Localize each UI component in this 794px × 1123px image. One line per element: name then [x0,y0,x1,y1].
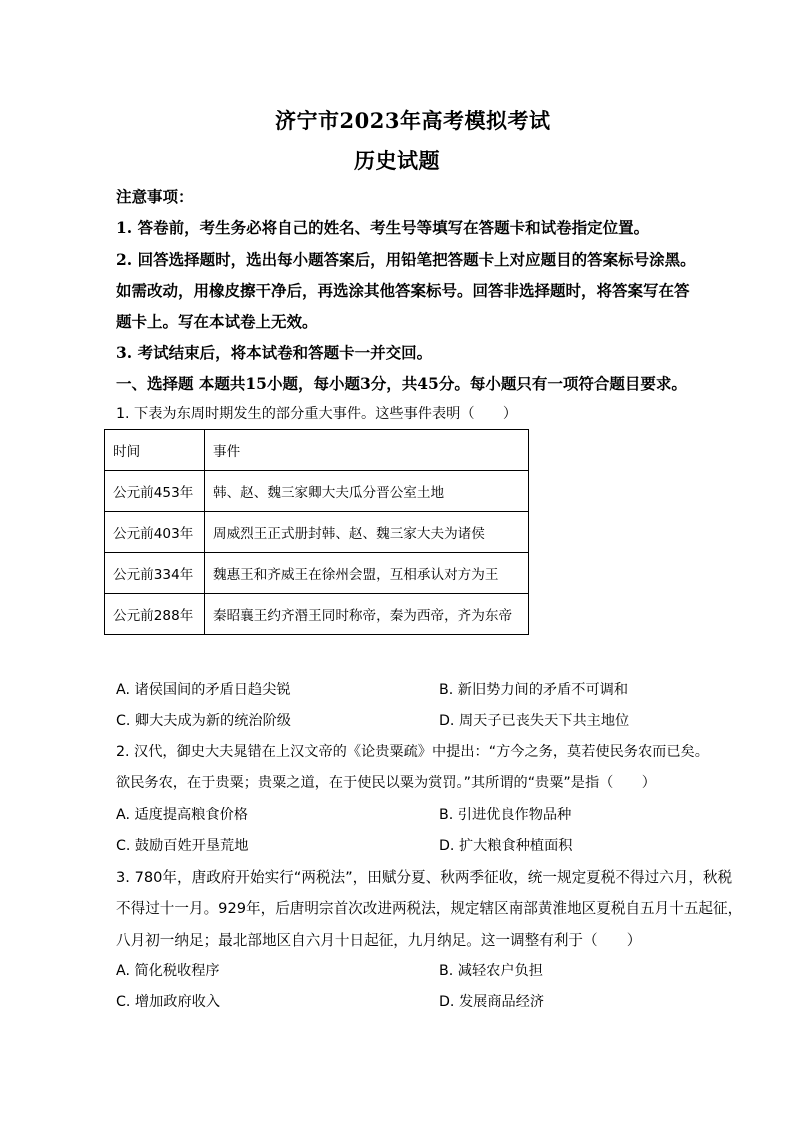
page-subtitle: 历史试题 [354,148,440,173]
table-cell-time: 公元前453年 [105,471,205,512]
question-2-stem-cont: 欲民务农，在于贵粟；贵粟之道，在于使民以粟为赏罚。”其所谓的“贵粟”是指（ ） [116,775,656,791]
table-header-cell: 事件 [205,430,529,471]
option-b: B. 新旧势力间的矛盾不可调和 [439,682,629,698]
question-3-stem-cont: 不得过十一月。929年，后唐明宗首次改进两税法，规定辖区南部黄淮地区夏税自五月十五起征， [116,900,743,917]
option-a: A. 适度提高粮食价格 [116,807,248,823]
table-cell-event: 秦昭襄王约齐湣王同时称帝，秦为西帝，齐为东帝 [205,594,529,635]
table-cell-event: 韩、赵、魏三家卿大夫瓜分晋公室土地 [205,471,529,512]
table-cell-time: 公元前403年 [105,512,205,553]
question-3-stem: 3. 780年，唐政府开始实行“两税法”，田赋分夏、秋两季征收，统一规定夏税不得过六月，秋税 [116,869,733,886]
section-heading: 一、选择题 本题共15小题，每小题3分，共45分。每小题只有一项符合题目要求。 [116,374,687,393]
table-row [105,594,529,635]
question-3-stem-cont: 八月初一纳足；最北部地区自六月十日起征，九月纳足。这一调整有利于（ ） [116,932,642,949]
question-1-stem: 1. 下表为东周时期发生的部分重大事件。这些事件表明（ ） [116,406,518,422]
option-c: C. 鼓励百姓开垦荒地 [116,838,249,854]
events-table [104,429,529,635]
notice-item-1: 1. 答卷前，考生务必将自己的姓名、考生号等填写在答题卡和试卷指定位置。 [116,218,650,237]
table-cell-time: 公元前288年 [105,594,205,635]
table-header-row [105,430,529,471]
table-cell-event: 周威烈王正式册封韩、赵、魏三家大夫为诸侯 [205,512,529,553]
notice-item-2-cont: 题卡上。写在本试卷上无效。 [116,312,318,331]
notice-item-2-cont: 如需改动，用橡皮擦干净后，再选涂其他答案标号。回答非选择题时，将答案写在答 [116,281,690,300]
option-b: B. 减轻农户负担 [439,963,543,979]
option-a: A. 简化税收程序 [116,963,220,979]
notice-item-3: 3. 考试结束后，将本试卷和答题卡一并交回。 [116,343,433,362]
option-d: D. 扩大粮食种植面积 [439,838,573,854]
table-cell-time: 公元前334年 [105,553,205,594]
option-c: C. 增加政府收入 [116,994,221,1010]
table-row [105,471,529,512]
table-cell-event: 魏惠王和齐威王在徐州会盟，互相承认对方为王 [205,553,529,594]
page-title: 济宁市2023年高考模拟考试 [275,108,551,133]
option-c: C. 卿大夫成为新的统治阶级 [116,713,291,729]
notice-heading: 注意事项： [116,187,194,206]
option-a: A. 诸侯国间的矛盾日趋尖锐 [116,682,291,698]
option-d: D. 周天子已丧失天下共主地位 [439,713,630,729]
option-b: B. 引进优良作物品种 [439,807,572,823]
table-row [105,553,529,594]
table-row [105,512,529,553]
question-2-stem: 2. 汉代，御史大夫晁错在上汉文帝的《论贵粟疏》中提出：“方今之务，莫若使民务农而已矣。 [116,744,709,760]
notice-item-2: 2. 回答选择题时，选出每小题答案后，用铅笔把答题卡上对应题目的答案标号涂黑。 [116,250,696,269]
option-d: D. 发展商品经济 [439,994,545,1010]
table-header-cell: 时间 [105,430,205,471]
